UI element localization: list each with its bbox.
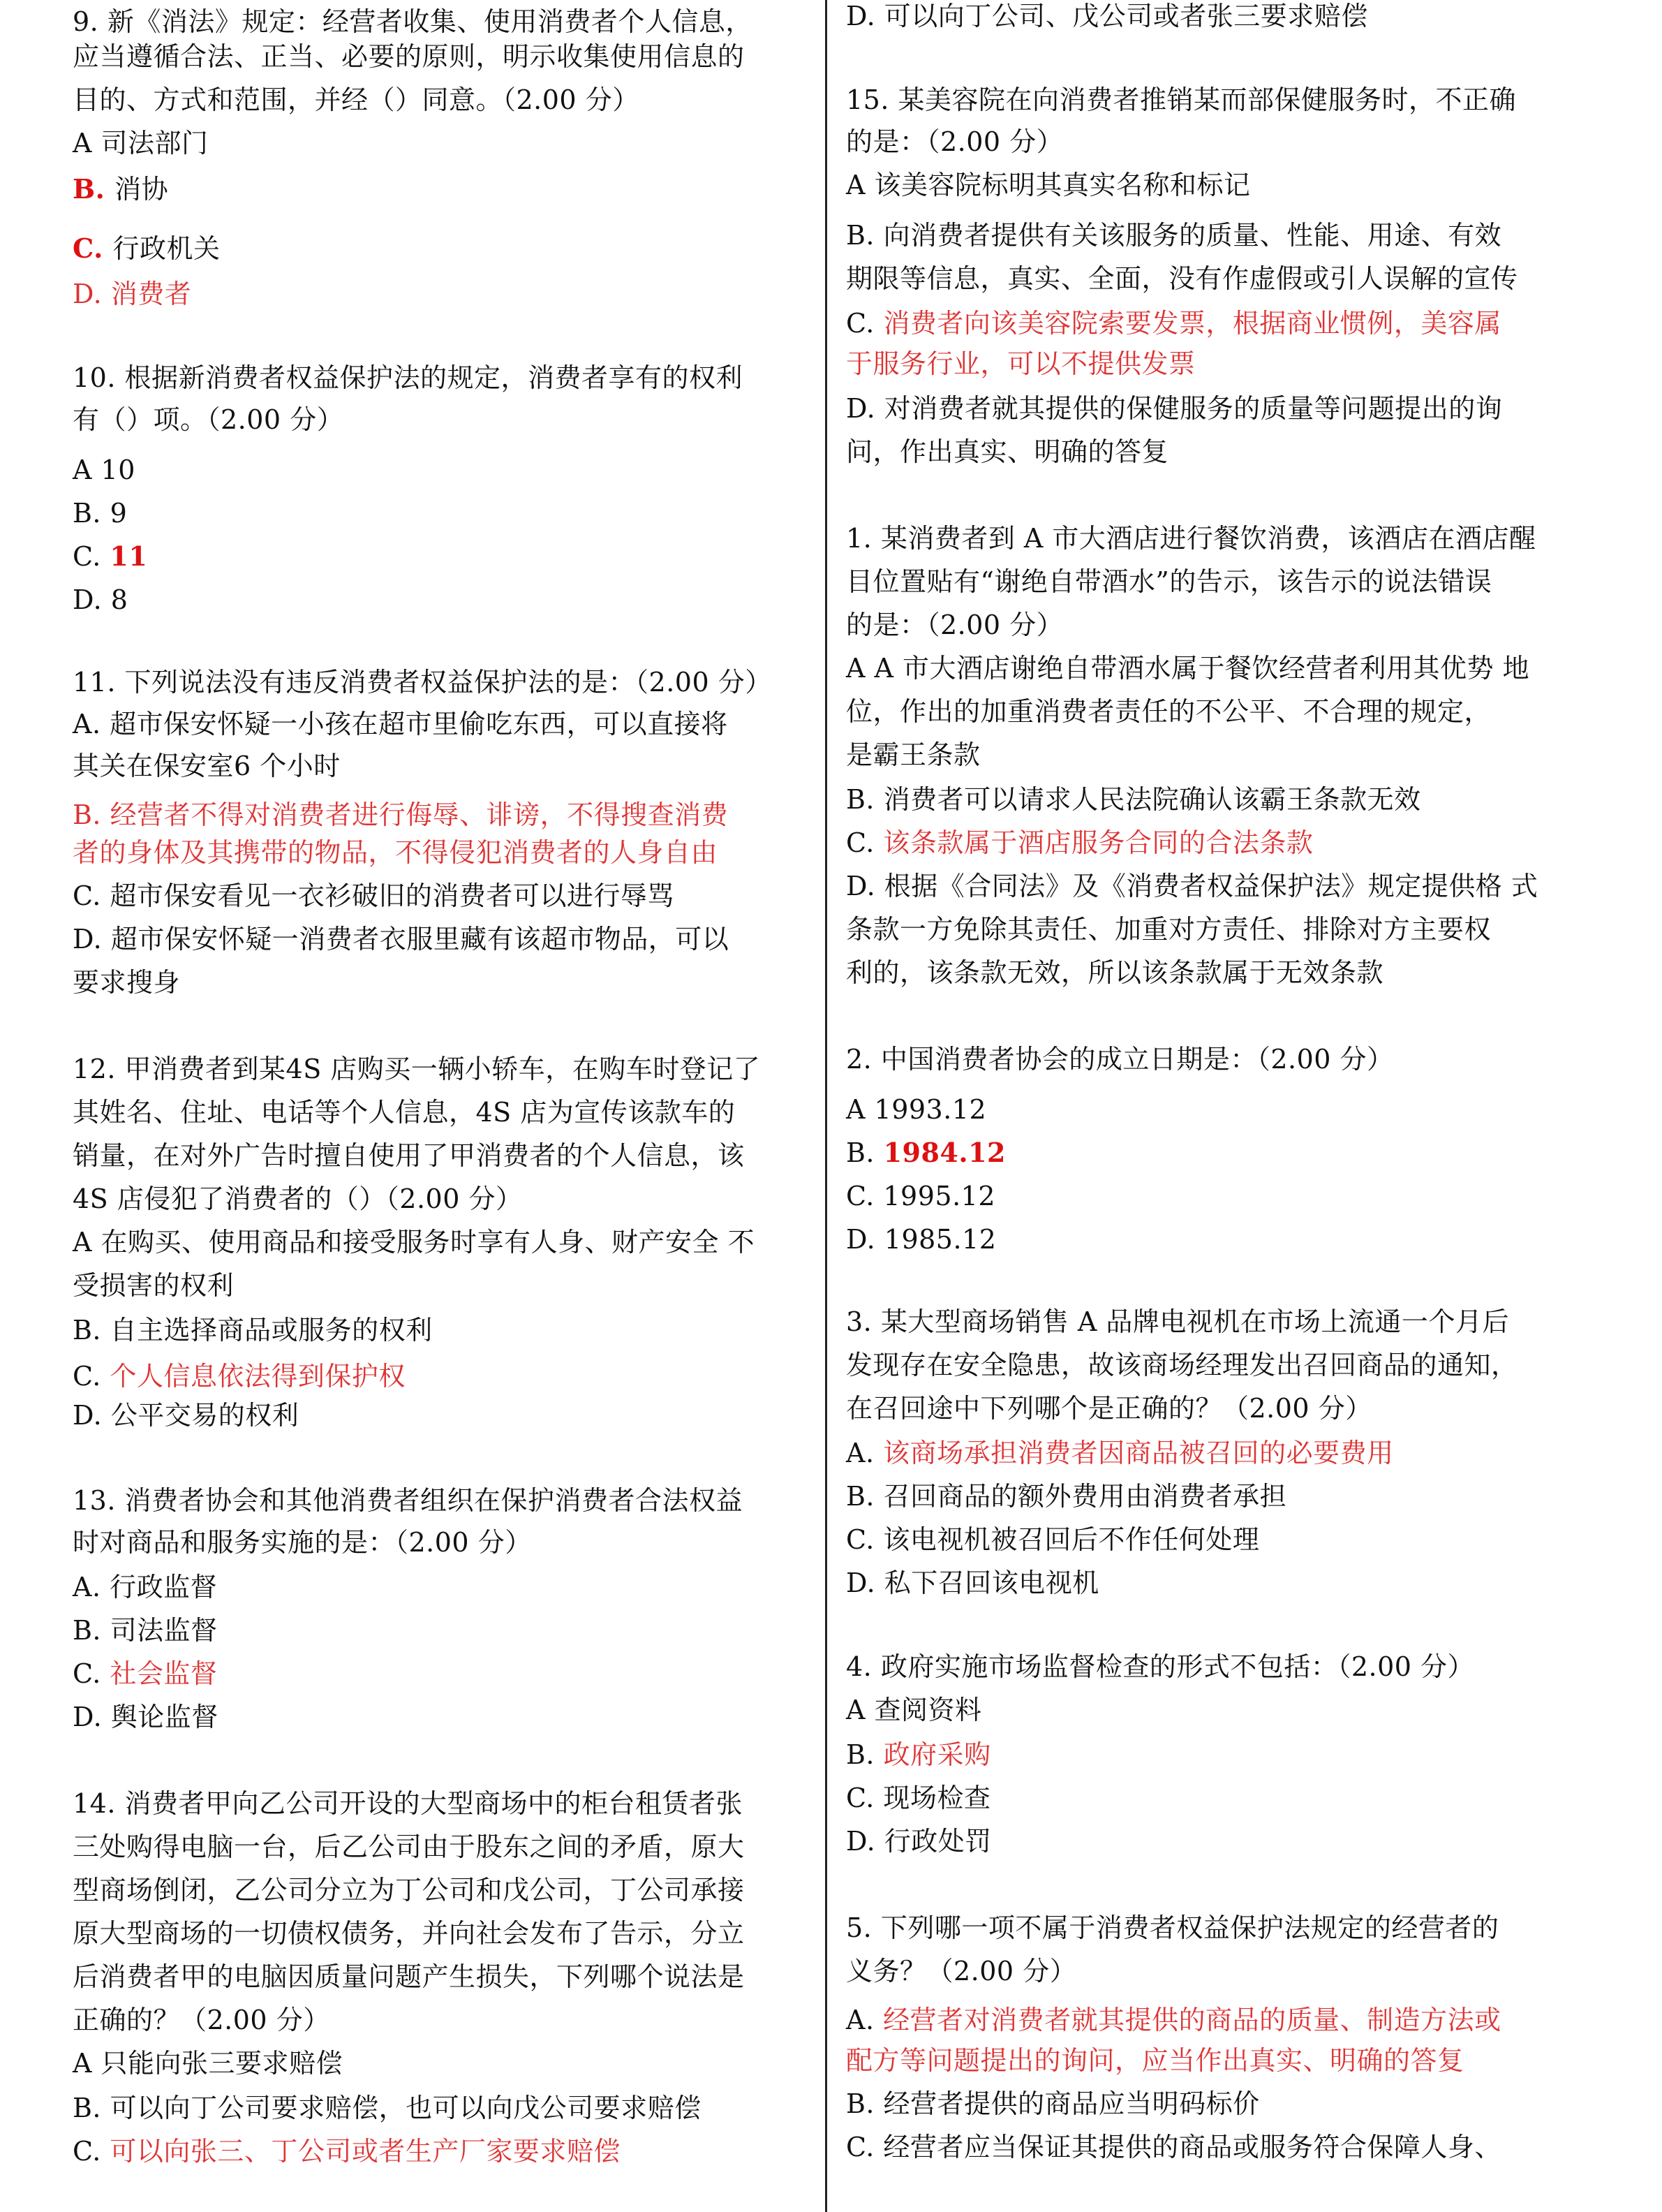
text-line: C. 消费者向该美容院索要发票，根据商业惯例，美容属 <box>846 308 1501 339</box>
text-line: B. 9 <box>73 498 128 529</box>
text-line: C. 行政机关 <box>73 233 221 264</box>
text-line: D. 私下召回该电视机 <box>846 1568 1099 1598</box>
text-line: 发现存在安全隐患，故该商场经理发出召回商品的通知， <box>846 1350 1518 1380</box>
text-line: A 该美容院标明其真实名称和标记 <box>846 170 1251 200</box>
text-line: C. 1995.12 <box>846 1181 996 1211</box>
text-line: B. 消费者可以请求人民法院确认该霸王条款无效 <box>846 784 1421 815</box>
text-line: D. 根据《合同法》及《消费者权益保护法》规定提供格 式 <box>846 871 1538 901</box>
text-line: 者的身体及其携带的物品，不得侵犯消费者的人身自由 <box>73 837 718 868</box>
text-line: 9. 新《消法》规定：经营者收集、使用消费者个人信息， <box>73 6 752 37</box>
text-line: 应当遵循合法、正当、必要的原则，明示收集使用信息的 <box>73 41 745 72</box>
text-line: D. 舆论监督 <box>73 1702 218 1732</box>
text-line: C. 超市保安看见一衣衫破旧的消费者可以进行辱骂 <box>73 880 674 911</box>
text-line: A 只能向张三要求赔偿 <box>73 2048 343 2079</box>
text-line: B. 经营者不得对消费者进行侮辱、诽谤，不得搜查消费 <box>73 799 729 830</box>
text-line: 于服务行业，可以不提供发票 <box>846 348 1196 379</box>
text-line: 4. 政府实施市场监督检查的形式不包括：（2.00 分） <box>846 1651 1475 1682</box>
text-line: A. 超市保安怀疑一小孩在超市里偷吃东西，可以直接将 <box>73 709 728 739</box>
text-line: 4S 店侵犯了消费者的（）（2.00 分） <box>73 1184 523 1214</box>
text-line: C. 现场检查 <box>846 1783 991 1813</box>
text-line: 3. 某大型商场销售 A 品牌电视机在市场上流通一个月后 <box>846 1306 1509 1337</box>
text-line: B. 1984.12 <box>846 1137 1006 1168</box>
text-line: 义务？（2.00 分） <box>846 1956 1077 1986</box>
text-line: C. 可以向张三、丁公司或者生产厂家要求赔偿 <box>73 2136 621 2167</box>
text-line: 12. 甲消费者到某4S 店购买一辆小轿车，在购车时登记了 <box>73 1054 761 1084</box>
text-line: A 查阅资料 <box>846 1695 982 1725</box>
text-line: 是霸王条款 <box>846 739 981 770</box>
text-line: A A 市大酒店谢绝自带酒水属于餐饮经营者利用其优势 地 <box>846 653 1530 684</box>
text-line: B. 自主选择商品或服务的权利 <box>73 1315 433 1345</box>
text-line: 要求搜身 <box>73 967 181 998</box>
text-line: 正确的？（2.00 分） <box>73 2005 330 2035</box>
text-line: 的是：（2.00 分） <box>846 610 1064 640</box>
text-line: A 1993.12 <box>846 1094 987 1125</box>
text-line: 问，作出真实、明确的答复 <box>846 436 1169 467</box>
text-line: B. 召回商品的额外费用由消费者承担 <box>846 1481 1287 1512</box>
text-line: B. 可以向丁公司要求赔偿，也可以向戊公司要求赔偿 <box>73 2093 702 2123</box>
text-line: 三处购得电脑一台，后乙公司由于股东之间的矛盾，原大 <box>73 1831 745 1862</box>
text-line: 其关在保安室6 个小时 <box>73 751 341 781</box>
text-line: C. 经营者应当保证其提供的商品或服务符合保障人身、 <box>846 2132 1501 2162</box>
text-line: 后消费者甲的电脑因质量问题产生损失，下列哪个说法是 <box>73 1961 745 1992</box>
text-line: D. 可以向丁公司、戊公司或者张三要求赔偿 <box>846 1 1368 31</box>
text-line: 11. 下列说法没有违反消费者权益保护法的是：（2.00 分） <box>73 667 772 698</box>
text-line: B. 政府采购 <box>846 1739 991 1770</box>
text-line: D. 对消费者就其提供的保健服务的质量等问题提出的询 <box>846 393 1503 424</box>
text-line: 有（）项。（2.00 分） <box>73 404 344 435</box>
text-line: A. 行政监督 <box>73 1572 218 1602</box>
text-line: C. 个人信息依法得到保护权 <box>73 1361 406 1392</box>
text-line: C. 该电视机被召回后不作任何处理 <box>846 1524 1260 1555</box>
text-line: 2. 中国消费者协会的成立日期是：（2.00 分） <box>846 1044 1394 1075</box>
text-line: D. 消费者 <box>73 279 192 309</box>
text-line: B. 消协 <box>73 173 169 205</box>
text-line: 型商场倒闭，乙公司分立为丁公司和戊公司，丁公司承接 <box>73 1875 745 1905</box>
text-line: B. 经营者提供的商品应当明码标价 <box>846 2088 1260 2119</box>
text-line: 原大型商场的一切债权债务，并向社会发布了告示，分立 <box>73 1918 745 1949</box>
text-line: D. 超市保安怀疑一消费者衣服里藏有该超市物品，可以 <box>73 924 729 954</box>
text-line: B. 向消费者提供有关该服务的质量、性能、用途、有效 <box>846 220 1502 251</box>
text-line: D. 行政处罚 <box>846 1826 992 1857</box>
text-line: 条款一方免除其责任、加重对方责任、排除对方主要权 <box>846 914 1492 945</box>
text-line: A 司法部门 <box>73 128 209 158</box>
text-line: A 在购买、使用商品和接受服务时享有人身、财产安全 不 <box>73 1227 755 1258</box>
text-line: 5. 下列哪一项不属于消费者权益保护法规定的经营者的 <box>846 1912 1499 1943</box>
text-line: 13. 消费者协会和其他消费者组织在保护消费者合法权益 <box>73 1485 743 1516</box>
text-line: B. 司法监督 <box>73 1615 218 1646</box>
text-line: 利的，该条款无效，所以该条款属于无效条款 <box>846 957 1384 988</box>
text-line: C. 该条款属于酒店服务合同的合法条款 <box>846 827 1314 858</box>
text-line: 目位置贴有“谢绝自带酒水”的告示，该告示的说法错误 <box>846 566 1492 597</box>
text-line: 在召回途中下列哪个是正确的？（2.00 分） <box>846 1393 1372 1424</box>
text-line: D. 8 <box>73 584 128 615</box>
text-line: 其姓名、住址、电话等个人信息，4S 店为宣传该款车的 <box>73 1097 736 1128</box>
text-line: C. 11 <box>73 540 148 572</box>
text-line: D. 公平交易的权利 <box>73 1400 299 1431</box>
text-line: 10. 根据新消费者权益保护法的规定，消费者享有的权利 <box>73 362 743 393</box>
text-line: D. 1985.12 <box>846 1224 997 1255</box>
text-line: A. 经营者对消费者就其提供的商品的质量、制造方法或 <box>846 2005 1501 2035</box>
text-line: C. 社会监督 <box>73 1658 218 1689</box>
text-line: 目的、方式和范围，并经（）同意。（2.00 分） <box>73 84 639 115</box>
text-line: 期限等信息，真实、全面，没有作虚假或引人误解的宣传 <box>846 263 1518 294</box>
text-line: 受损害的权利 <box>73 1270 235 1301</box>
text-line: A 10 <box>73 455 135 485</box>
text-line: 15. 某美容院在向消费者推销某而部保健服务时，不正确 <box>846 84 1517 115</box>
text-line: A. 该商场承担消费者因商品被召回的必要费用 <box>846 1438 1394 1468</box>
text-line: 销量，在对外广告时擅自使用了甲消费者的个人信息，该 <box>73 1140 745 1171</box>
text-line: 14. 消费者甲向乙公司开设的大型商场中的柜台租赁者张 <box>73 1788 743 1819</box>
text-line: 配方等问题提出的询问，应当作出真实、明确的答复 <box>846 2045 1464 2076</box>
text-line: 时对商品和服务实施的是：（2.00 分） <box>73 1527 532 1558</box>
text-line: 位，作出的加重消费者责任的不公平、不合理的规定， <box>846 696 1492 727</box>
text-line: 1. 某消费者到 A 市大酒店进行餐饮消费，该酒店在酒店醒 <box>846 523 1536 554</box>
text-line: 的是：（2.00 分） <box>846 126 1064 157</box>
column-divider <box>825 0 827 2212</box>
